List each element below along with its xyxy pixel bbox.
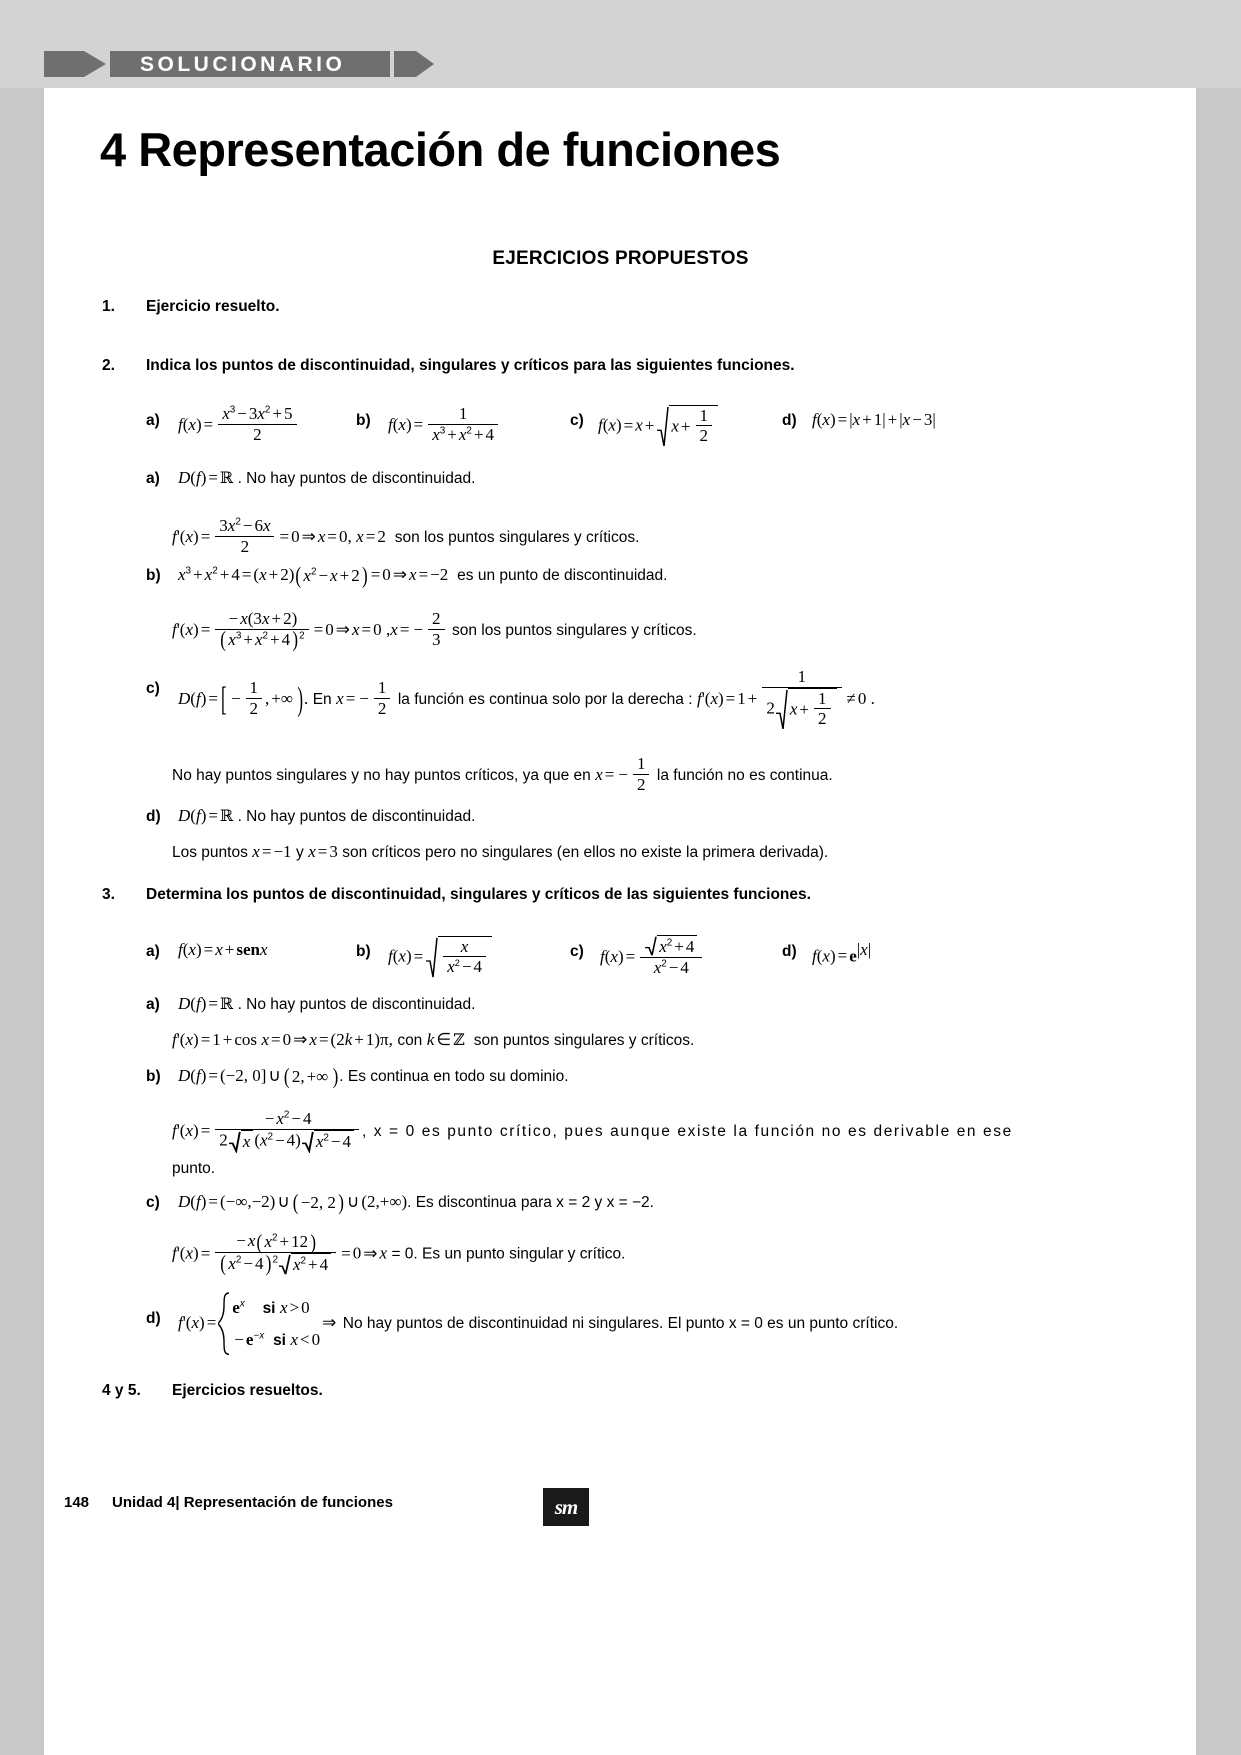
item-3a-label: a) <box>146 943 160 960</box>
sol-2d-line1-text: . No hay puntos de discontinuidad. <box>237 808 476 825</box>
sol-3d-label: d) <box>146 1310 161 1327</box>
sol-3a-line2-tail: son puntos singulares y críticos. <box>473 1032 695 1049</box>
item-2b-label: b) <box>356 412 371 429</box>
sol-2d-line1: D(f) = ℝ . No hay puntos de discontinuidad. <box>178 806 476 825</box>
item-3c-label: c) <box>570 943 584 960</box>
sol-3b-line1: D(f) = (−2, 0] ∪ ( 2, +∞ ) . Es continua en todo su dominio. <box>178 1066 569 1087</box>
sol-3c-line1-text: . Es discontinua para x = 2 y x = −2. <box>407 1194 654 1211</box>
item-3b-label: b) <box>356 943 371 960</box>
sol-2c-line2-tail: la función no es continua. <box>656 767 833 785</box>
item-3c-formula: f(x) = $\frac{x^2 + 4}{x^2 - 4}$ <box>600 936 705 980</box>
sol-2c-line2: No hay puntos singulares y no hay puntos críticos, ya que en x = − $\frac{1}{2}$ la función no es continua. <box>172 754 833 794</box>
sol-2d-lead: Los puntos <box>172 844 248 861</box>
item-2d-formula: f(x) = |x + 1| + |x − 3| <box>812 410 936 429</box>
sol-3a-line2: f'(x) = 1 + cos x = 0 ⇒ x = (2k + 1)π, con k ∈ ℤ son puntos singulares y críticos. <box>172 1030 695 1049</box>
brace-icon <box>218 1292 230 1355</box>
sol-2c-line1: D(f) = [ − $\frac{1}{2}$ , +∞ ) . En x = − $\frac{1}{2}$ la función es continua solo por la derecha : f'(x) = 1 + 1 2 x + $\frac{1}{2}$ ≠ 0 . <box>178 668 875 732</box>
sol-2c-label: c) <box>146 680 160 697</box>
sol-2a-line2-tail: son los puntos singulares y críticos. <box>394 529 640 547</box>
sol-3c-line2-tail: = 0. Es un punto singular y crítico. <box>391 1245 626 1263</box>
sol-2b-line2-tail: son los puntos singulares y críticos. <box>451 622 697 640</box>
exercise-1-number: 1. <box>102 298 115 315</box>
sol-3c-line1: D(f) = (−∞,−2) ∪ ( −2, 2 ) ∪ (2,+∞). Es discontinua para x = 2 y x = −2. <box>178 1192 654 1213</box>
sol-3d-line1: f'(x) = $e^x$ si x > 0 − $e^{-x}$ si x < 0 ⇒ No hay puntos de discontinuidad ni singulares. El punto x = 0 es un punto crítico. <box>178 1292 898 1355</box>
sol-3b-line2: f'(x) = − $x^2 - 4$ 2 x $(x^2 - 4)$ $x^2 - 4$ , x = 0 es punto crítico, pues aunque existe la función no es derivable en ese <box>172 1109 1013 1151</box>
sol-3b-line2-tail: , x = 0 es punto crítico, pues aunque existe la función no es derivable en ese <box>361 1123 1013 1141</box>
sol-3c-label: c) <box>146 1194 160 1211</box>
exercise-3-number: 3. <box>102 886 115 903</box>
item-2c-label: c) <box>570 412 584 429</box>
sol-2a-line2: f'(x) = $\frac{3x^2 - 6x}{2}$ = 0 ⇒ x = 0, x = 2 son los puntos singulares y críticos. <box>172 516 640 556</box>
exercise-2-statement: Indica los puntos de discontinuidad, singulares y críticos para las siguientes funciones. <box>146 357 795 374</box>
item-2b-formula: f(x) = $\frac{1}{x^3 + x^2 + 4}$ <box>388 405 501 447</box>
item-3d-label: d) <box>782 943 797 960</box>
sol-3b-line1-text: . Es continua en todo su dominio. <box>339 1068 569 1085</box>
sol-2d-y: y <box>295 844 304 861</box>
sol-3b-line3: punto. <box>172 1160 216 1177</box>
sol-2a-label: a) <box>146 470 160 487</box>
sol-2b-line1-tail: es un punto de discontinuidad. <box>457 567 668 584</box>
item-2a-label: a) <box>146 412 160 429</box>
sol-3a-label: a) <box>146 996 160 1013</box>
sol-2d-line2: Los puntos x = −1 y x = 3 son críticos pero no singulares (en ellos no existe la primera derivada). <box>172 842 829 861</box>
sol-2d-tail: son críticos pero no singulares (en ellos no existe la primera derivada). <box>342 844 829 861</box>
sol-2c-cont-text: la función es continua solo por la derecha : <box>397 691 693 709</box>
item-2c-formula: f(x) = x + x + $\frac{1}{2}$ <box>598 405 719 448</box>
sm-logo <box>543 1488 589 1526</box>
exercise-1-statement: Ejercicio resuelto. <box>146 298 280 315</box>
sol-2a-line1-text: . No hay puntos de discontinuidad. <box>237 470 476 487</box>
item-3d-formula: $f(x) = e^{|x|}$ <box>812 940 872 966</box>
piecewise-brace-group: $e^x$ si x > 0 − $e^{-x}$ si x < 0 <box>218 1292 320 1355</box>
sol-2a-line1: D(f) = ℝ . No hay puntos de discontinuidad. <box>178 468 476 487</box>
exercise-45-statement: Ejercicios resueltos. <box>172 1382 323 1399</box>
sol-3c-line2: f'(x) = − x ( $x^2 + 12$ ) ( $x^2 - 4$ ) $^2$ $x^2 + 4$ = 0 ⇒ x = 0. Es un punto singular y crítico. <box>172 1232 625 1277</box>
sol-2d-label: d) <box>146 808 161 825</box>
sol-2c-line2-lead: No hay puntos singulares y no hay puntos críticos, ya que en <box>172 767 591 785</box>
sol-3b-label: b) <box>146 1068 161 1085</box>
sol-3d-tail: No hay puntos de discontinuidad ni singulares. El punto x = 0 es un punto crítico. <box>342 1314 899 1332</box>
sol-3a-line1-text: . No hay puntos de discontinuidad. <box>237 996 476 1013</box>
sol-3a-line1: D(f) = ℝ . No hay puntos de discontinuidad. <box>178 994 476 1013</box>
exercise-2-number: 2. <box>102 357 115 374</box>
sm-logo-text: sm <box>554 1495 578 1519</box>
item-3b-formula: f(x) = $\frac{x}{x^2 - 4}$ <box>388 936 493 979</box>
item-2d-label: d) <box>782 412 797 429</box>
exercise-3-statement: Determina los puntos de discontinuidad, singulares y críticos de las siguientes funciones. <box>146 886 811 903</box>
item-3a-formula: f(x) = x + senx <box>178 940 268 959</box>
ribbon-label: SOLUCIONARIO <box>140 53 346 76</box>
footer-page-number: 148 <box>64 1494 90 1511</box>
sol-2b-label: b) <box>146 567 161 584</box>
sol-2b-line2: f'(x) = − x(3x + 2) ( $x^3 + x^2 + 4$ ) $^2$ = 0 ⇒ x = 0 ,x = − $\frac{2}{3}$ son los puntos singulares y críticos. <box>172 610 697 652</box>
sol-2b-line1: $x^3 + x^2 + 4 = (x + 2)$ ( $x^2 - x + 2$ ) = 0 ⇒ x = −2 es un punto de discontinuidad. <box>178 565 667 586</box>
footer-text: Unidad 4| Representación de funciones <box>112 1494 393 1511</box>
section-heading: EJERCICIOS PROPUESTOS <box>492 248 749 269</box>
item-2a-formula: f(x) = $\frac{x^3 - 3x^2 + 5}{2}$ <box>178 405 300 447</box>
exercise-45-number: 4 y 5. <box>102 1382 141 1399</box>
page-title: 4 Representación de funciones <box>100 123 781 176</box>
